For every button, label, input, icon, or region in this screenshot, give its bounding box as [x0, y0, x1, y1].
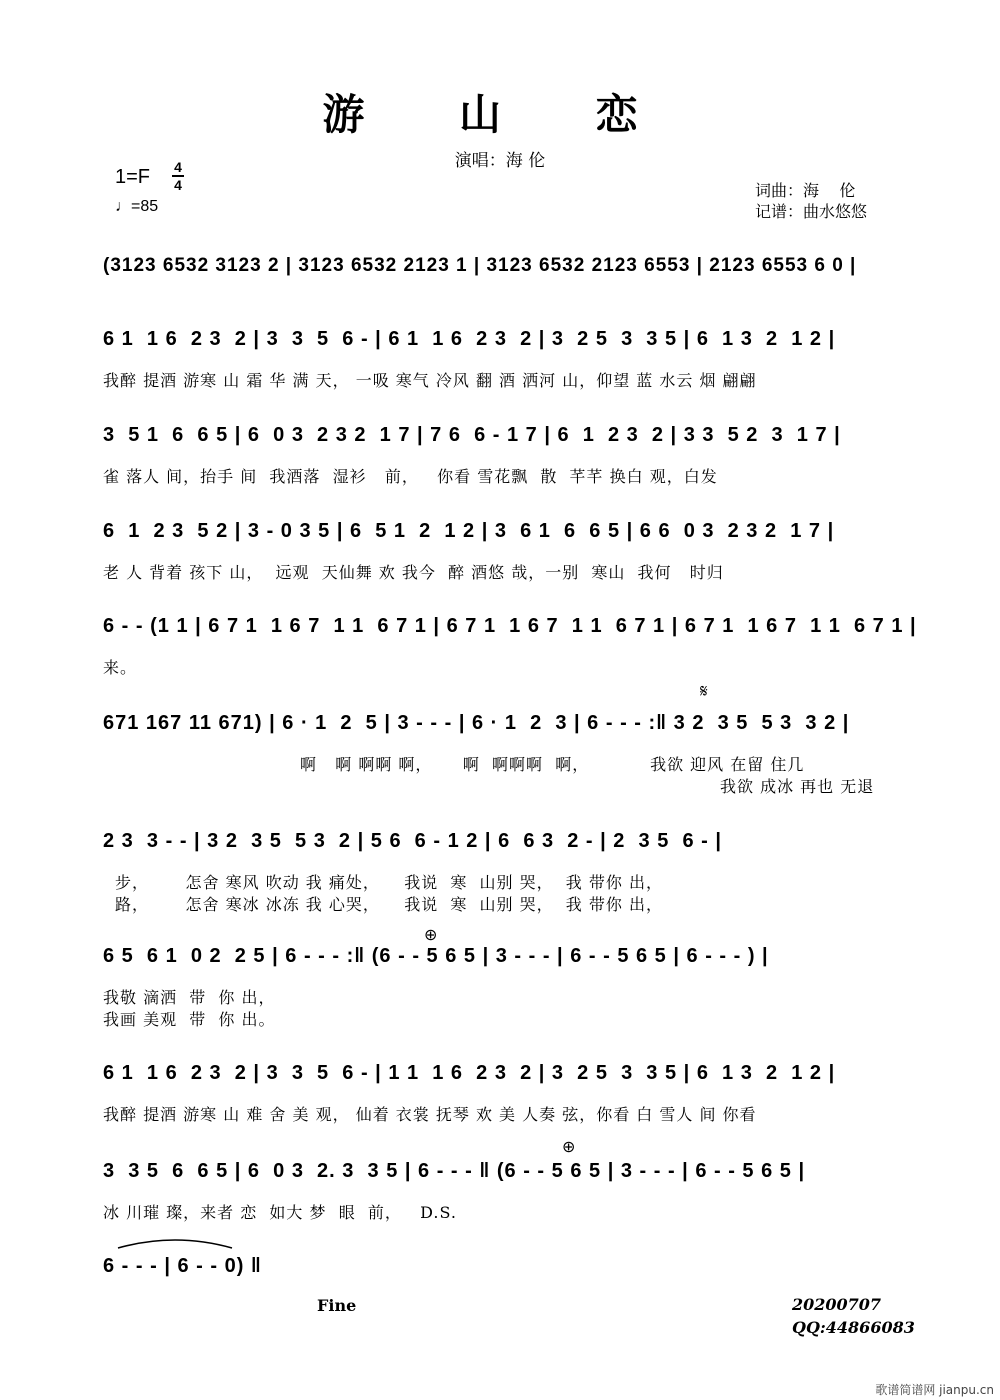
- notes: 3 3 5 6 6 5 | 6 0 3 2. 3 3 5 | 6 - - - ‖ (6 - - 5 6 5 | 3 - - - | 6 - - 5 6 5 |: [103, 1160, 806, 1182]
- tie-arc: [118, 1240, 232, 1248]
- notes: 6 - - - | 6 - - 0) ‖: [103, 1255, 262, 1277]
- credit-notation: 记谱：曲水悠悠: [755, 202, 868, 221]
- credit-lyrics-music: 词曲：海 伦: [755, 181, 856, 200]
- tempo-marking: ♩=85: [115, 198, 159, 215]
- lyric-line: 我醉 提酒 游寒 山 难 舍 美 观， 仙着 衣裳 抚琴 欢 美 人奏 弦，你看 白 雪人 间 你看: [103, 1105, 757, 1124]
- fine-marking: Fine: [317, 1296, 357, 1315]
- notes: 6 1 2 3 5 2 | 3 - 0 3 5 | 6 5 1 2 1 2 | 3 6 1 6 6 5 | 6 6 0 3 2 3 2 1 7 |: [103, 520, 835, 542]
- coda-icon: ⊕: [424, 925, 438, 944]
- notes: 671 167 11 671) | 6 · 1 2 5 | 3 - - - | 6 · 1 2 3 | 6 - - - :‖ 3 2 3 5 5 3 3 2 |: [103, 712, 850, 734]
- lyric-line: 来。: [103, 658, 138, 677]
- time-signature-bottom: 4: [174, 177, 182, 193]
- notes: 6 - - (1 1 | 6 7 1 1 6 7 1 1 6 7 1 | 6 7 1 1 6 7 1 1 6 7 1 | 6 7 1 1 6 7 1 1 6 7 1 |: [103, 615, 917, 637]
- notes: 2 3 3 - - | 3 2 3 5 5 3 2 | 5 6 6 - 1 2 | 6 6 3 2 - | 2 3 5 6 - |: [103, 830, 722, 852]
- time-signature-top: 4: [174, 159, 182, 175]
- singer: 演唱：海 伦: [454, 151, 546, 171]
- lyric-line: 我醉 提酒 游寒 山 霜 华 满 天， 一吸 寒气 冷风 翻 酒 洒河 山，仰望 蓝 水云 烟 翩翩: [103, 371, 757, 390]
- lyric-line: 我敬 滴洒 带 你 出，: [103, 988, 276, 1007]
- lyric-line: 冰 川璀 璨，来者 恋 如大 梦 眼 前， D.S.: [103, 1203, 457, 1222]
- key-signature: 1=F: [115, 166, 151, 188]
- lyric-line: 我画 美观 带 你 出。: [103, 1010, 276, 1029]
- notes: (3123 6532 3123 2 | 3123 6532 2123 1 | 3123 6532 2123 6553 | 2123 6553 6 0 |: [103, 255, 857, 276]
- notes: 6 1 1 6 2 3 2 | 3 3 5 6 - | 6 1 1 6 2 3 2 | 3 2 5 3 3 5 | 6 1 3 2 1 2 |: [103, 328, 836, 350]
- coda-icon: ⊕: [562, 1137, 576, 1156]
- lyric-line: 步， 怎舍 寒风 吹动 我 痛处， 我说 寒 山别 哭， 我 带你 出，: [115, 873, 663, 892]
- lyric-line: 我欲 成冰 再也 无退: [720, 777, 875, 796]
- lyric-line: 雀 落人 间，抬手 间 我酒落 湿衫 前， 你看 雪花飘 散 芊芊 换白 观，白发: [103, 467, 718, 486]
- notes: 6 1 1 6 2 3 2 | 3 3 5 6 - | 1 1 1 6 2 3 2 | 3 2 5 3 3 5 | 6 1 3 2 1 2 |: [103, 1062, 836, 1084]
- song-title: 游 山 恋: [322, 90, 678, 139]
- date-stamp: 20200707: [792, 1295, 882, 1314]
- qq-contact: QQ:44866083: [792, 1318, 915, 1337]
- lyric-line: 啊 啊 啊啊 啊， 啊 啊啊啊 啊， 我欲 迎风 在留 住几: [300, 755, 805, 774]
- segno-icon: 𝄋: [700, 681, 708, 702]
- watermark: 歌谱简谱网 jianpu.cn: [875, 1383, 994, 1397]
- lyric-line: 路， 怎舍 寒冰 冰冻 我 心哭， 我说 寒 山别 哭， 我 带你 出，: [115, 895, 663, 914]
- notes: 6 5 6 1 0 2 2 5 | 6 - - - :‖ (6 - - 5 6 5 | 3 - - - | 6 - - 5 6 5 | 6 - - - ) |: [103, 945, 769, 967]
- notes: 3 5 1 6 6 5 | 6 0 3 2 3 2 1 7 | 7 6 6 - 1 7 | 6 1 2 3 2 | 3 3 5 2 3 1 7 |: [103, 424, 841, 446]
- lyric-line: 老 人 背着 孩下 山， 远观 天仙舞 欢 我今 醉 酒悠 哉，一别 寒山 我何 时归: [103, 563, 724, 582]
